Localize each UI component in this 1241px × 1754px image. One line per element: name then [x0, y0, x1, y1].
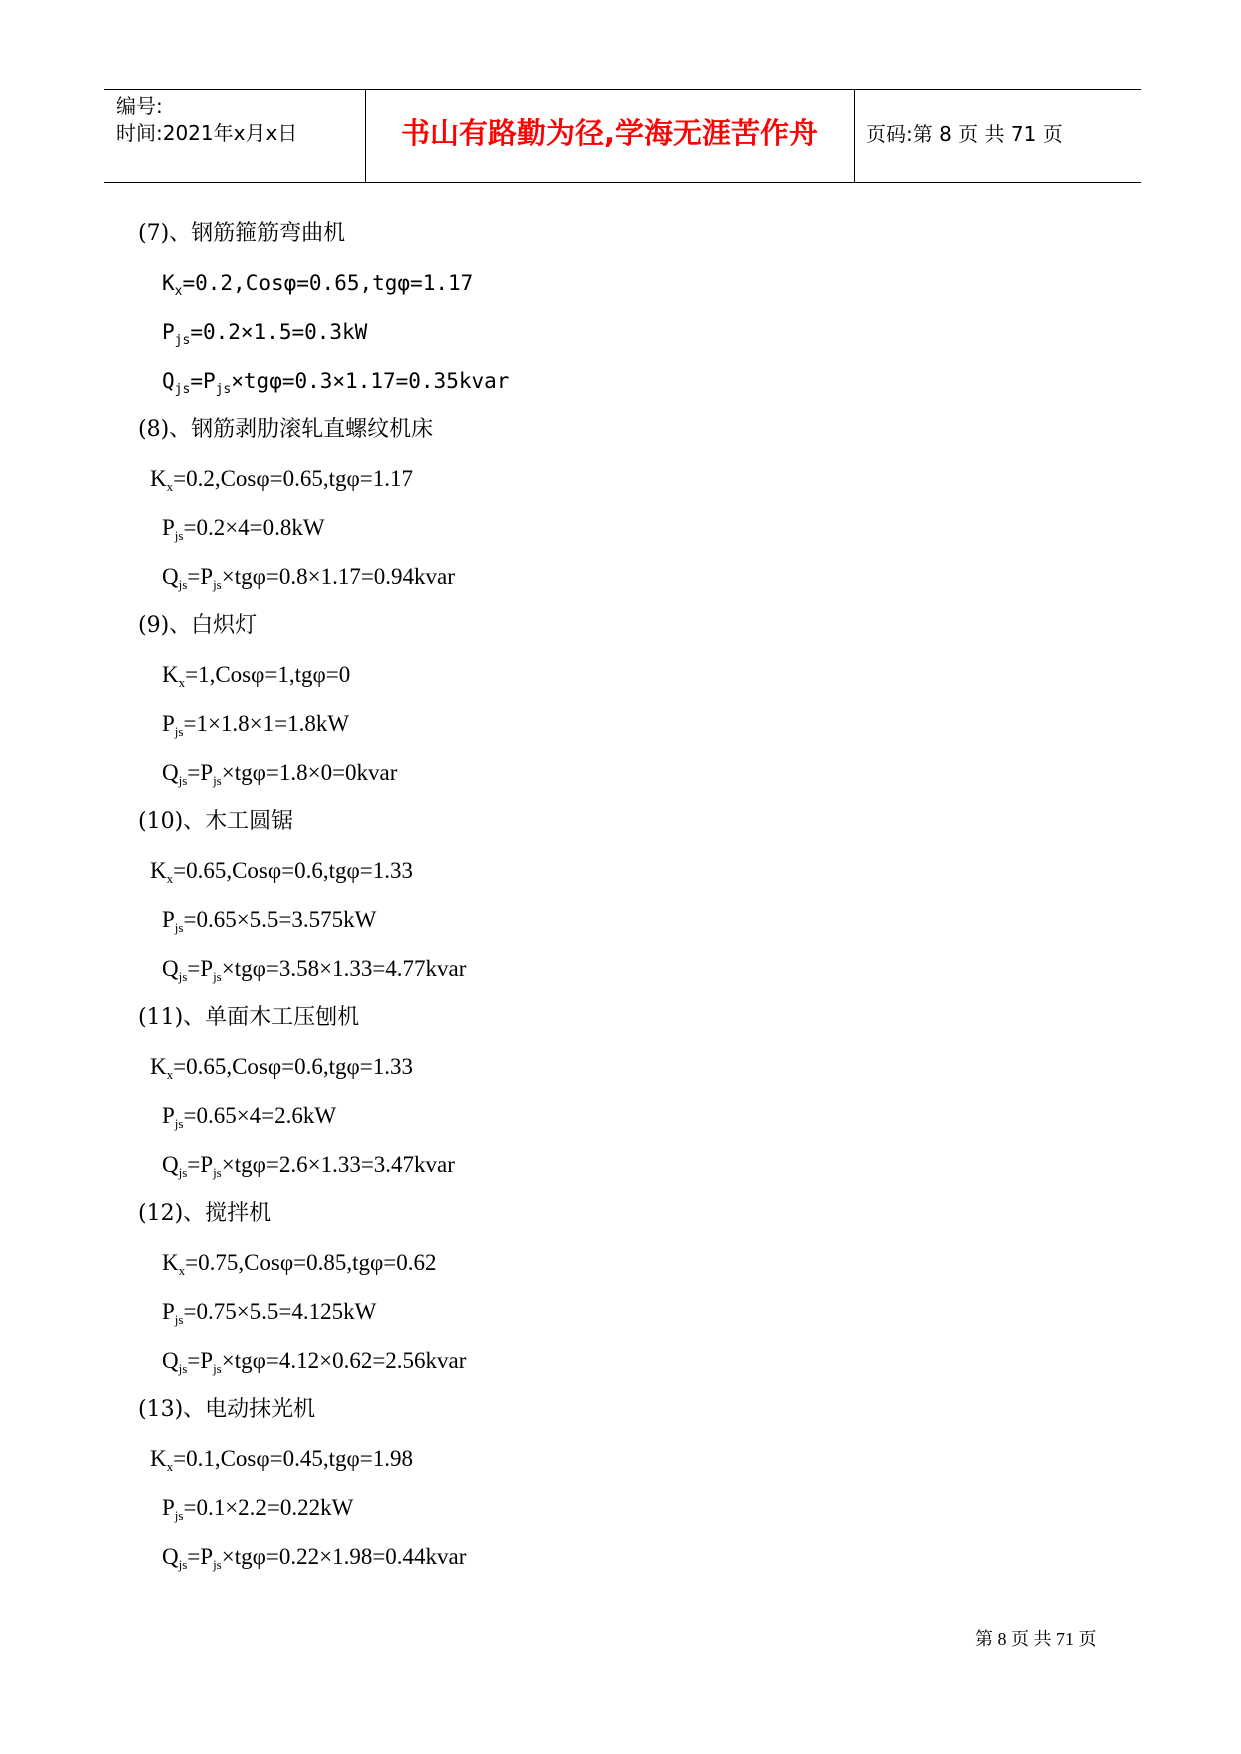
formula-kx: $K_x=0.1,Cos\varphi=0.45,tg\varphi=1.98$ [150, 1446, 414, 1474]
header-page-code: 页码:第 8 页 共 71 页 [866, 122, 1063, 146]
formula-qjs: $Q_{js}=P_{js}\times tg\varphi=4.12\times 0.62=2.56kvar$ [162, 1348, 467, 1376]
formula-pjs: $P_{js}=0.65\times 5.5=3.575kW$ [162, 907, 377, 935]
formula-pjs: $P_{js}=0.2\times 4=0.8kW$ [162, 515, 325, 543]
formula-qjs: $Q_{js}=P_{js}\times tg\varphi=3.58\times 1.33=4.77kvar$ [162, 956, 467, 984]
formula-pjs: $P_{js}=0.75\times 5.5=4.125kW$ [162, 1299, 377, 1327]
formula-kx: $K_x=0.2,Cos\varphi=0.65,tg\varphi=1.17$ [150, 466, 414, 494]
formula-kx: $K_x=1,Cos\varphi=1,tg\varphi=0$ [162, 662, 351, 690]
formula-qjs: $Q_{js}=P_{js}\times tg\varphi=0.3\times 1.17=0.35kvar$ [162, 369, 510, 397]
formula-pjs: $P_{js}=1\times 1.8\times 1=1.8kW$ [162, 711, 350, 739]
page-footer: 第 8 页 共 71 页 [975, 1629, 1097, 1649]
formula-qjs: $Q_{js}=P_{js}\times tg\varphi=0.22\times 1.98=0.44kvar$ [162, 1544, 467, 1572]
formula-qjs: $Q_{js}=P_{js}\times tg\varphi=1.8\times 0=0kvar$ [162, 760, 398, 788]
section-title: (9)、白炽灯 [138, 613, 258, 638]
formula-qjs: $Q_{js}=P_{js}\times tg\varphi=2.6\times 1.33=3.47kvar$ [162, 1152, 455, 1180]
document-number-label: 编号: [116, 94, 163, 118]
section-title: (11)、单面木工压刨机 [138, 1005, 360, 1030]
formula-qjs: $Q_{js}=P_{js}\times tg\varphi=0.8\times 1.17=0.94kvar$ [162, 564, 455, 592]
section-title: (10)、木工圆锯 [138, 809, 294, 834]
formula-pjs: $P_{js}=0.2\times 1.5=0.3kW$ [162, 320, 368, 348]
formula-kx: $K_x=0.2,Cos\varphi=0.65,tg\varphi=1.17$ [162, 271, 474, 299]
section-title: (12)、搅拌机 [138, 1201, 272, 1226]
section-title: (13)、电动抹光机 [138, 1397, 316, 1422]
header-divider [854, 90, 855, 182]
formula-pjs: $P_{js}=0.65\times 4=2.6kW$ [162, 1103, 337, 1131]
formula-pjs: $P_{js}=0.1\times 2.2=0.22kW$ [162, 1495, 354, 1523]
section-title: (8)、钢筋剥肋滚轧直螺纹机床 [138, 417, 434, 442]
section-title: (7)、钢筋箍筋弯曲机 [138, 221, 346, 246]
document-time-label: 时间:2021年x月x日 [116, 121, 298, 145]
formula-kx: $K_x=0.65,Cos\varphi=0.6,tg\varphi=1.33$ [150, 1054, 414, 1082]
formula-kx: $K_x=0.65,Cos\varphi=0.6,tg\varphi=1.33$ [150, 858, 414, 886]
document-header [104, 89, 1141, 183]
formula-kx: $K_x=0.75,Cos\varphi=0.85,tg\varphi=0.62$ [162, 1250, 437, 1278]
header-motto: 书山有路勤为径,学海无涯苦作舟 [400, 116, 819, 150]
